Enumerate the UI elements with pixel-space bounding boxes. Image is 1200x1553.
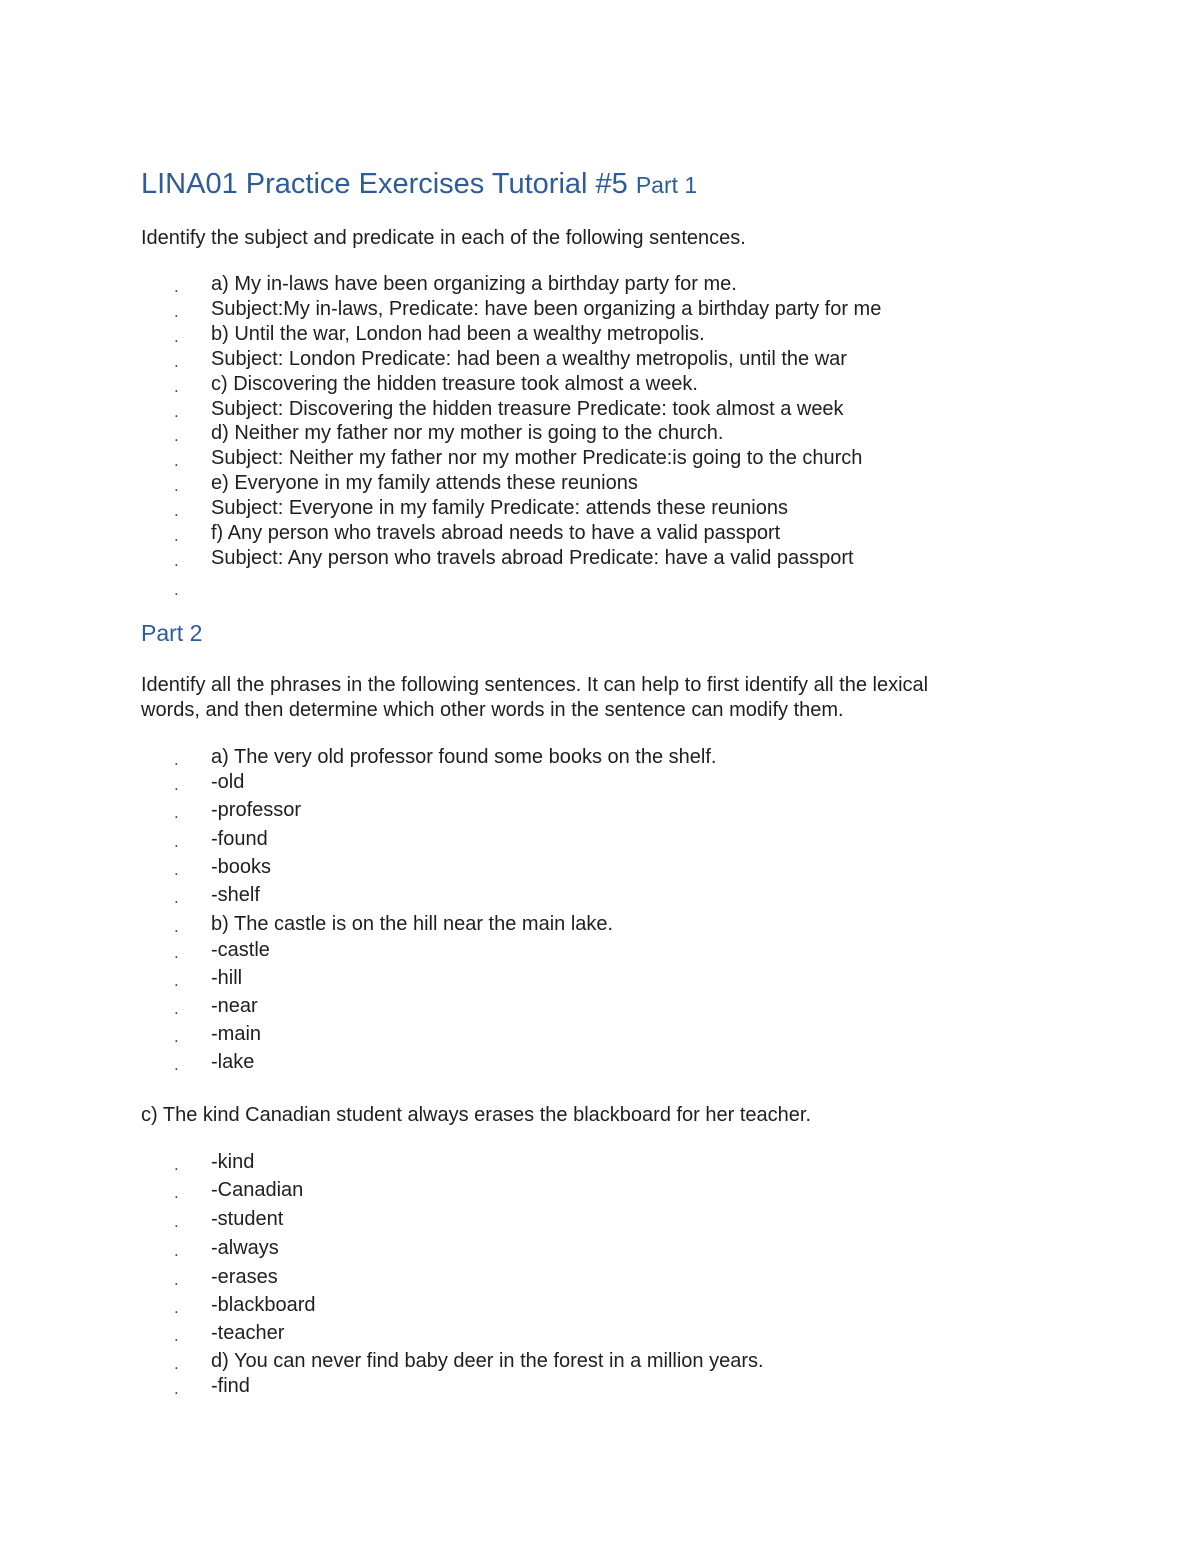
list-item-text: -professor <box>211 799 302 821</box>
bullet: . <box>174 775 179 794</box>
bullet: . <box>174 551 179 570</box>
list-item-text: f) Any person who travels abroad needs to have a valid passport <box>211 522 781 544</box>
bullet: . <box>174 1155 179 1174</box>
sentence-c: c) The kind Canadian student always erases the blackboard for her teacher. <box>141 1104 812 1126</box>
bullet: . <box>174 1270 179 1289</box>
list-item-text: Subject: Any person who travels abroad Predicate: have a valid passport <box>211 547 854 569</box>
list-item-text: -find <box>211 1375 250 1397</box>
title-main: LINA01 Practice Exercises Tutorial #5 <box>141 168 628 200</box>
bullet: . <box>174 1326 179 1345</box>
list-item-text: e) Everyone in my family attends these reunions <box>211 472 638 494</box>
list-item-text: d) You can never find baby deer in the forest in a million years. <box>211 1350 764 1372</box>
bullet: . <box>174 426 179 445</box>
list-item-text: Subject: London Predicate: had been a wealthy metropolis, until the war <box>211 348 847 370</box>
bullet: . <box>174 352 179 371</box>
list-item-text: Subject: Neither my father nor my mother Predicate:is going to the church <box>211 447 863 469</box>
bullet: . <box>174 476 179 495</box>
bullet: . <box>174 1212 179 1231</box>
list-item-text: Subject: Everyone in my family Predicate: attends these reunions <box>211 497 788 519</box>
list-item-text: Subject:My in-laws, Predicate: have been organizing a birthday party for me <box>211 298 882 320</box>
bullet: . <box>174 1354 179 1373</box>
bullet: . <box>174 1027 179 1046</box>
bullet: . <box>174 1298 179 1317</box>
list-item-text: -erases <box>211 1266 278 1288</box>
list-item-text: -shelf <box>211 884 260 906</box>
list-item-text: -found <box>211 828 268 850</box>
list-item-text: -old <box>211 771 245 793</box>
bullet: . <box>174 501 179 520</box>
bullet: . <box>174 917 179 936</box>
list-item-text: -near <box>211 995 258 1017</box>
part1-instructions: Identify the subject and predicate in each of the following sentences. <box>141 227 746 249</box>
list-item-text: b) Until the war, London had been a wealthy metropolis. <box>211 323 705 345</box>
bullet: . <box>174 999 179 1018</box>
list-item-text: -books <box>211 856 272 878</box>
list-item-text: -always <box>211 1237 279 1259</box>
bullet: . <box>174 526 179 545</box>
part2-instructions-line1: Identify all the phrases in the following sentences. It can help to first identify all the lexical <box>141 674 929 696</box>
list-item-text: Subject: Discovering the hidden treasure Predicate: took almost a week <box>211 398 844 420</box>
bullet: . <box>174 750 179 769</box>
bullet: . <box>174 377 179 396</box>
list-item-text: -blackboard <box>211 1294 316 1316</box>
list-item-text: b) The castle is on the hill near the main lake. <box>211 913 614 935</box>
part2-instructions-line2: words, and then determine which other words in the sentence can modify them. <box>141 699 844 721</box>
list-item-text: d) Neither my father nor my mother is going to the church. <box>211 422 724 444</box>
bullet: . <box>174 888 179 907</box>
bullet: . <box>174 971 179 990</box>
bullet: . <box>174 402 179 421</box>
bullet: . <box>174 832 179 851</box>
list-item-text: a) The very old professor found some books on the shelf. <box>211 746 717 768</box>
bullet: . <box>174 1183 179 1202</box>
bullet: . <box>174 302 179 321</box>
bullet: . <box>174 1379 179 1398</box>
bullet: . <box>174 580 179 599</box>
bullet: . <box>174 277 179 296</box>
list-item-text: -lake <box>211 1051 255 1073</box>
bullet: . <box>174 327 179 346</box>
bullet: . <box>174 803 179 822</box>
list-item-text: -main <box>211 1023 262 1045</box>
part2-heading: Part 2 <box>141 620 203 646</box>
list-item-text: c) Discovering the hidden treasure took almost a week. <box>211 373 698 395</box>
list-item-text: -student <box>211 1208 284 1230</box>
list-item-text: a) My in-laws have been organizing a birthday party for me. <box>211 273 737 295</box>
list-item-text: -kind <box>211 1151 255 1173</box>
list-item-text: -teacher <box>211 1322 285 1344</box>
bullet: . <box>174 1241 179 1260</box>
list-item-text: -castle <box>211 939 270 961</box>
title-part: Part 1 <box>635 172 698 198</box>
list-item-text: -Canadian <box>211 1179 304 1201</box>
bullet: . <box>174 451 179 470</box>
bullet: . <box>174 860 179 879</box>
list-item-text: -hill <box>211 967 243 989</box>
bullet: . <box>174 1055 179 1074</box>
document-title <box>141 166 697 203</box>
bullet: . <box>174 943 179 962</box>
